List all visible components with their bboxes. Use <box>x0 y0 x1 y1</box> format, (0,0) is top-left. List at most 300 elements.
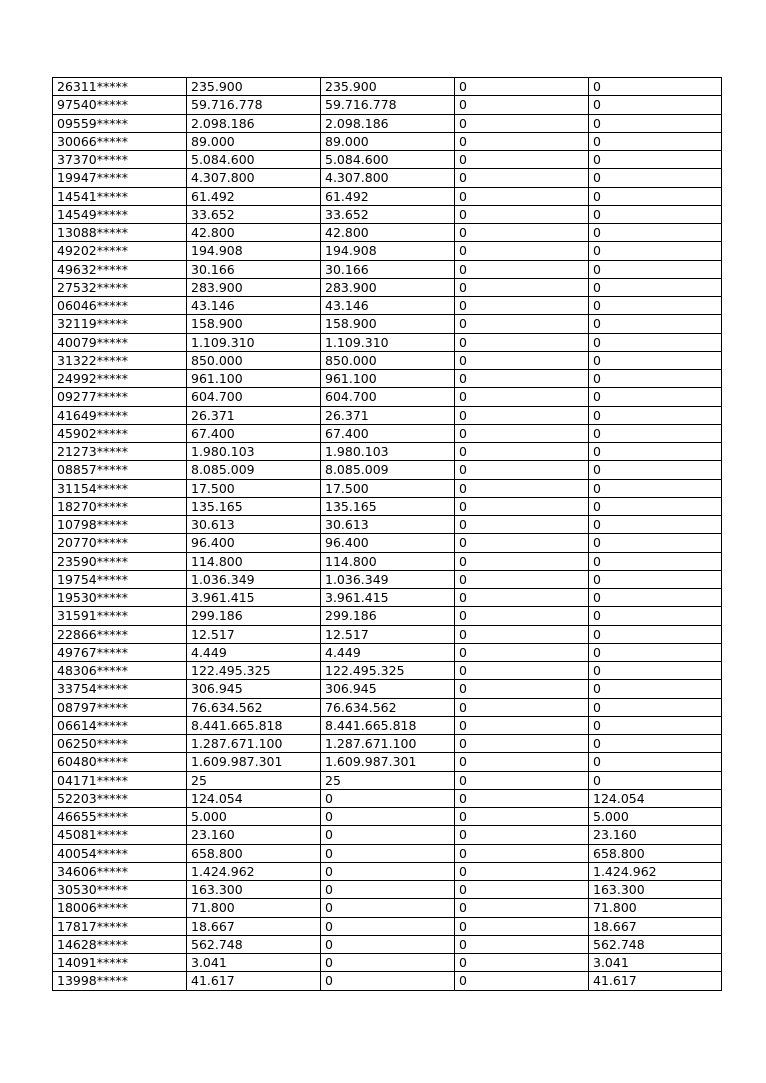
amount-cell-3: 0 <box>455 205 589 223</box>
amount-cell-4: 0 <box>589 315 722 333</box>
amount-cell-2: 42.800 <box>321 224 455 242</box>
amount-cell-4: 0 <box>589 114 722 132</box>
amount-cell-2: 235.900 <box>321 78 455 96</box>
amount-cell-3: 0 <box>455 370 589 388</box>
amount-cell-1: 562.748 <box>187 935 321 953</box>
table-body <box>53 78 722 991</box>
table-row <box>53 351 722 369</box>
amount-cell-1: 4.307.800 <box>187 169 321 187</box>
amount-cell-2: 96.400 <box>321 534 455 552</box>
id-cell: 34606***** <box>53 862 187 880</box>
amount-cell-4: 0 <box>589 589 722 607</box>
amount-cell-3: 0 <box>455 443 589 461</box>
amount-cell-3: 0 <box>455 625 589 643</box>
id-cell: 26311***** <box>53 78 187 96</box>
amount-cell-3: 0 <box>455 351 589 369</box>
id-cell: 22866***** <box>53 625 187 643</box>
amount-cell-4: 0 <box>589 297 722 315</box>
amount-cell-2: 3.961.415 <box>321 589 455 607</box>
amount-cell-1: 658.800 <box>187 844 321 862</box>
amount-cell-1: 124.054 <box>187 789 321 807</box>
amount-cell-2: 0 <box>321 808 455 826</box>
amount-cell-3: 0 <box>455 570 589 588</box>
amount-cell-1: 8.441.665.818 <box>187 716 321 734</box>
amount-cell-1: 194.908 <box>187 242 321 260</box>
table-row <box>53 972 722 990</box>
amount-cell-4: 0 <box>589 260 722 278</box>
amount-cell-1: 1.980.103 <box>187 443 321 461</box>
amount-cell-4: 0 <box>589 333 722 351</box>
amount-cell-1: 5.000 <box>187 808 321 826</box>
amount-cell-3: 0 <box>455 151 589 169</box>
id-cell: 09559***** <box>53 114 187 132</box>
id-cell: 49632***** <box>53 260 187 278</box>
table-row <box>53 443 722 461</box>
amount-cell-3: 0 <box>455 297 589 315</box>
amount-cell-4: 0 <box>589 278 722 296</box>
table-row <box>53 132 722 150</box>
amount-cell-1: 61.492 <box>187 187 321 205</box>
amount-cell-2: 122.495.325 <box>321 662 455 680</box>
amount-cell-2: 17.500 <box>321 479 455 497</box>
amount-cell-1: 135.165 <box>187 497 321 515</box>
amount-cell-1: 114.800 <box>187 552 321 570</box>
data-table <box>52 77 722 991</box>
amount-cell-4: 0 <box>589 680 722 698</box>
table-row <box>53 662 722 680</box>
amount-cell-1: 283.900 <box>187 278 321 296</box>
table-row <box>53 224 722 242</box>
amount-cell-4: 0 <box>589 388 722 406</box>
amount-cell-2: 5.084.600 <box>321 151 455 169</box>
amount-cell-2: 158.900 <box>321 315 455 333</box>
amount-cell-1: 122.495.325 <box>187 662 321 680</box>
amount-cell-3: 0 <box>455 516 589 534</box>
amount-cell-1: 4.449 <box>187 643 321 661</box>
table-row <box>53 278 722 296</box>
amount-cell-4: 0 <box>589 570 722 588</box>
amount-cell-2: 25 <box>321 771 455 789</box>
table-row <box>53 388 722 406</box>
amount-cell-2: 1.980.103 <box>321 443 455 461</box>
amount-cell-3: 0 <box>455 224 589 242</box>
amount-cell-2: 194.908 <box>321 242 455 260</box>
amount-cell-2: 0 <box>321 954 455 972</box>
amount-cell-4: 0 <box>589 205 722 223</box>
id-cell: 14549***** <box>53 205 187 223</box>
amount-cell-4: 0 <box>589 662 722 680</box>
amount-cell-1: 67.400 <box>187 424 321 442</box>
amount-cell-3: 0 <box>455 735 589 753</box>
table-row <box>53 570 722 588</box>
amount-cell-3: 0 <box>455 698 589 716</box>
id-cell: 46655***** <box>53 808 187 826</box>
amount-cell-3: 0 <box>455 388 589 406</box>
amount-cell-2: 0 <box>321 826 455 844</box>
amount-cell-1: 3.041 <box>187 954 321 972</box>
amount-cell-3: 0 <box>455 278 589 296</box>
amount-cell-1: 961.100 <box>187 370 321 388</box>
table-row <box>53 114 722 132</box>
amount-cell-3: 0 <box>455 114 589 132</box>
table-row <box>53 297 722 315</box>
amount-cell-3: 0 <box>455 589 589 607</box>
amount-cell-4: 0 <box>589 753 722 771</box>
table-row <box>53 954 722 972</box>
amount-cell-3: 0 <box>455 242 589 260</box>
amount-cell-1: 89.000 <box>187 132 321 150</box>
table-row <box>53 607 722 625</box>
amount-cell-1: 158.900 <box>187 315 321 333</box>
id-cell: 60480***** <box>53 753 187 771</box>
amount-cell-4: 124.054 <box>589 789 722 807</box>
table-row <box>53 169 722 187</box>
id-cell: 06614***** <box>53 716 187 734</box>
amount-cell-2: 299.186 <box>321 607 455 625</box>
table-row <box>53 881 722 899</box>
id-cell: 14091***** <box>53 954 187 972</box>
table-row <box>53 680 722 698</box>
amount-cell-4: 3.041 <box>589 954 722 972</box>
table-row <box>53 96 722 114</box>
amount-cell-3: 0 <box>455 680 589 698</box>
id-cell: 20770***** <box>53 534 187 552</box>
amount-cell-4: 0 <box>589 151 722 169</box>
amount-cell-3: 0 <box>455 844 589 862</box>
amount-cell-4: 0 <box>589 497 722 515</box>
amount-cell-4: 0 <box>589 643 722 661</box>
id-cell: 19530***** <box>53 589 187 607</box>
id-cell: 04171***** <box>53 771 187 789</box>
table-row <box>53 461 722 479</box>
amount-cell-4: 0 <box>589 552 722 570</box>
amount-cell-3: 0 <box>455 315 589 333</box>
table-row <box>53 862 722 880</box>
amount-cell-2: 33.652 <box>321 205 455 223</box>
amount-cell-2: 283.900 <box>321 278 455 296</box>
amount-cell-3: 0 <box>455 935 589 953</box>
amount-cell-2: 8.085.009 <box>321 461 455 479</box>
amount-cell-3: 0 <box>455 96 589 114</box>
amount-cell-3: 0 <box>455 406 589 424</box>
id-cell: 06046***** <box>53 297 187 315</box>
amount-cell-4: 0 <box>589 242 722 260</box>
amount-cell-4: 0 <box>589 771 722 789</box>
amount-cell-4: 0 <box>589 698 722 716</box>
id-cell: 10798***** <box>53 516 187 534</box>
id-cell: 19754***** <box>53 570 187 588</box>
amount-cell-1: 1.109.310 <box>187 333 321 351</box>
amount-cell-1: 8.085.009 <box>187 461 321 479</box>
amount-cell-3: 0 <box>455 899 589 917</box>
amount-cell-4: 1.424.962 <box>589 862 722 880</box>
amount-cell-3: 0 <box>455 260 589 278</box>
amount-cell-2: 61.492 <box>321 187 455 205</box>
amount-cell-3: 0 <box>455 607 589 625</box>
amount-cell-2: 306.945 <box>321 680 455 698</box>
id-cell: 49202***** <box>53 242 187 260</box>
table-row <box>53 935 722 953</box>
id-cell: 40054***** <box>53 844 187 862</box>
id-cell: 52203***** <box>53 789 187 807</box>
amount-cell-4: 18.667 <box>589 917 722 935</box>
table-row <box>53 205 722 223</box>
table-row <box>53 315 722 333</box>
id-cell: 13088***** <box>53 224 187 242</box>
id-cell: 18006***** <box>53 899 187 917</box>
amount-cell-1: 41.617 <box>187 972 321 990</box>
amount-cell-2: 59.716.778 <box>321 96 455 114</box>
amount-cell-1: 5.084.600 <box>187 151 321 169</box>
amount-cell-4: 0 <box>589 132 722 150</box>
amount-cell-2: 0 <box>321 899 455 917</box>
table-row <box>53 917 722 935</box>
amount-cell-2: 1.287.671.100 <box>321 735 455 753</box>
table-row <box>53 516 722 534</box>
id-cell: 21273***** <box>53 443 187 461</box>
amount-cell-4: 0 <box>589 716 722 734</box>
id-cell: 31591***** <box>53 607 187 625</box>
id-cell: 18270***** <box>53 497 187 515</box>
amount-cell-1: 42.800 <box>187 224 321 242</box>
amount-cell-1: 163.300 <box>187 881 321 899</box>
amount-cell-2: 0 <box>321 789 455 807</box>
amount-cell-2: 1.609.987.301 <box>321 753 455 771</box>
id-cell: 06250***** <box>53 735 187 753</box>
amount-cell-4: 658.800 <box>589 844 722 862</box>
amount-cell-2: 4.449 <box>321 643 455 661</box>
amount-cell-3: 0 <box>455 662 589 680</box>
table-row <box>53 789 722 807</box>
amount-cell-4: 0 <box>589 443 722 461</box>
id-cell: 14628***** <box>53 935 187 953</box>
amount-cell-4: 0 <box>589 735 722 753</box>
table-row <box>53 771 722 789</box>
table-row <box>53 242 722 260</box>
amount-cell-1: 12.517 <box>187 625 321 643</box>
amount-cell-3: 0 <box>455 169 589 187</box>
amount-cell-2: 67.400 <box>321 424 455 442</box>
amount-cell-3: 0 <box>455 479 589 497</box>
id-cell: 30066***** <box>53 132 187 150</box>
amount-cell-3: 0 <box>455 954 589 972</box>
amount-cell-4: 0 <box>589 479 722 497</box>
id-cell: 37370***** <box>53 151 187 169</box>
amount-cell-3: 0 <box>455 78 589 96</box>
amount-cell-2: 0 <box>321 844 455 862</box>
amount-cell-2: 114.800 <box>321 552 455 570</box>
id-cell: 23590***** <box>53 552 187 570</box>
amount-cell-3: 0 <box>455 497 589 515</box>
amount-cell-4: 0 <box>589 96 722 114</box>
id-cell: 19947***** <box>53 169 187 187</box>
id-cell: 32119***** <box>53 315 187 333</box>
amount-cell-2: 135.165 <box>321 497 455 515</box>
table-row <box>53 424 722 442</box>
amount-cell-1: 30.166 <box>187 260 321 278</box>
table-row <box>53 552 722 570</box>
amount-cell-4: 0 <box>589 625 722 643</box>
amount-cell-4: 0 <box>589 607 722 625</box>
id-cell: 45081***** <box>53 826 187 844</box>
table-row <box>53 716 722 734</box>
table-row <box>53 826 722 844</box>
amount-cell-2: 0 <box>321 917 455 935</box>
amount-cell-3: 0 <box>455 808 589 826</box>
amount-cell-1: 59.716.778 <box>187 96 321 114</box>
table-row <box>53 78 722 96</box>
amount-cell-3: 0 <box>455 881 589 899</box>
amount-cell-1: 33.652 <box>187 205 321 223</box>
amount-cell-3: 0 <box>455 132 589 150</box>
table-row <box>53 497 722 515</box>
table-row <box>53 735 722 753</box>
amount-cell-1: 30.613 <box>187 516 321 534</box>
table-row <box>53 370 722 388</box>
amount-cell-1: 17.500 <box>187 479 321 497</box>
id-cell: 41649***** <box>53 406 187 424</box>
amount-cell-2: 961.100 <box>321 370 455 388</box>
amount-cell-3: 0 <box>455 333 589 351</box>
amount-cell-2: 850.000 <box>321 351 455 369</box>
amount-cell-1: 71.800 <box>187 899 321 917</box>
id-cell: 33754***** <box>53 680 187 698</box>
amount-cell-3: 0 <box>455 643 589 661</box>
amount-cell-4: 0 <box>589 516 722 534</box>
table-row <box>53 844 722 862</box>
amount-cell-3: 0 <box>455 972 589 990</box>
amount-cell-3: 0 <box>455 917 589 935</box>
amount-cell-4: 0 <box>589 224 722 242</box>
table-row <box>53 151 722 169</box>
amount-cell-4: 0 <box>589 187 722 205</box>
id-cell: 13998***** <box>53 972 187 990</box>
table-row <box>53 899 722 917</box>
table-row <box>53 643 722 661</box>
amount-cell-4: 0 <box>589 424 722 442</box>
amount-cell-3: 0 <box>455 862 589 880</box>
amount-cell-4: 5.000 <box>589 808 722 826</box>
amount-cell-4: 0 <box>589 78 722 96</box>
id-cell: 17817***** <box>53 917 187 935</box>
amount-cell-2: 0 <box>321 881 455 899</box>
amount-cell-4: 0 <box>589 406 722 424</box>
id-cell: 08797***** <box>53 698 187 716</box>
amount-cell-2: 30.613 <box>321 516 455 534</box>
table-row <box>53 479 722 497</box>
amount-cell-4: 0 <box>589 351 722 369</box>
amount-cell-4: 163.300 <box>589 881 722 899</box>
amount-cell-3: 0 <box>455 552 589 570</box>
amount-cell-1: 25 <box>187 771 321 789</box>
id-cell: 08857***** <box>53 461 187 479</box>
amount-cell-1: 1.609.987.301 <box>187 753 321 771</box>
id-cell: 09277***** <box>53 388 187 406</box>
id-cell: 30530***** <box>53 881 187 899</box>
amount-cell-3: 0 <box>455 716 589 734</box>
amount-cell-1: 1.287.671.100 <box>187 735 321 753</box>
amount-cell-2: 604.700 <box>321 388 455 406</box>
id-cell: 40079***** <box>53 333 187 351</box>
amount-cell-1: 604.700 <box>187 388 321 406</box>
table-row <box>53 187 722 205</box>
table-row <box>53 808 722 826</box>
table-row <box>53 406 722 424</box>
table-row <box>53 753 722 771</box>
amount-cell-1: 18.667 <box>187 917 321 935</box>
amount-cell-2: 12.517 <box>321 625 455 643</box>
amount-cell-2: 76.634.562 <box>321 698 455 716</box>
amount-cell-1: 306.945 <box>187 680 321 698</box>
amount-cell-1: 235.900 <box>187 78 321 96</box>
amount-cell-2: 0 <box>321 935 455 953</box>
amount-cell-1: 1.424.962 <box>187 862 321 880</box>
id-cell: 31322***** <box>53 351 187 369</box>
table-row <box>53 534 722 552</box>
id-cell: 97540***** <box>53 96 187 114</box>
amount-cell-3: 0 <box>455 789 589 807</box>
amount-cell-2: 2.098.186 <box>321 114 455 132</box>
amount-cell-3: 0 <box>455 771 589 789</box>
amount-cell-2: 1.036.349 <box>321 570 455 588</box>
amount-cell-2: 89.000 <box>321 132 455 150</box>
amount-cell-1: 76.634.562 <box>187 698 321 716</box>
amount-cell-2: 43.146 <box>321 297 455 315</box>
id-cell: 27532***** <box>53 278 187 296</box>
amount-cell-4: 23.160 <box>589 826 722 844</box>
amount-cell-1: 23.160 <box>187 826 321 844</box>
id-cell: 45902***** <box>53 424 187 442</box>
amount-cell-3: 0 <box>455 753 589 771</box>
table-row <box>53 589 722 607</box>
amount-cell-2: 4.307.800 <box>321 169 455 187</box>
amount-cell-1: 43.146 <box>187 297 321 315</box>
amount-cell-3: 0 <box>455 187 589 205</box>
id-cell: 49767***** <box>53 643 187 661</box>
table-row <box>53 333 722 351</box>
amount-cell-1: 96.400 <box>187 534 321 552</box>
amount-cell-4: 41.617 <box>589 972 722 990</box>
amount-cell-1: 2.098.186 <box>187 114 321 132</box>
amount-cell-2: 26.371 <box>321 406 455 424</box>
amount-cell-1: 3.961.415 <box>187 589 321 607</box>
amount-cell-3: 0 <box>455 534 589 552</box>
amount-cell-1: 1.036.349 <box>187 570 321 588</box>
amount-cell-1: 299.186 <box>187 607 321 625</box>
amount-cell-4: 0 <box>589 534 722 552</box>
amount-cell-1: 850.000 <box>187 351 321 369</box>
amount-cell-4: 0 <box>589 169 722 187</box>
amount-cell-4: 71.800 <box>589 899 722 917</box>
id-cell: 14541***** <box>53 187 187 205</box>
amount-cell-4: 562.748 <box>589 935 722 953</box>
table-row <box>53 698 722 716</box>
amount-cell-4: 0 <box>589 370 722 388</box>
amount-cell-4: 0 <box>589 461 722 479</box>
amount-cell-1: 26.371 <box>187 406 321 424</box>
amount-cell-2: 0 <box>321 862 455 880</box>
amount-cell-2: 0 <box>321 972 455 990</box>
id-cell: 31154***** <box>53 479 187 497</box>
table-row <box>53 625 722 643</box>
amount-cell-2: 8.441.665.818 <box>321 716 455 734</box>
amount-cell-3: 0 <box>455 826 589 844</box>
amount-cell-2: 1.109.310 <box>321 333 455 351</box>
amount-cell-3: 0 <box>455 461 589 479</box>
table-row <box>53 260 722 278</box>
amount-cell-2: 30.166 <box>321 260 455 278</box>
id-cell: 48306***** <box>53 662 187 680</box>
